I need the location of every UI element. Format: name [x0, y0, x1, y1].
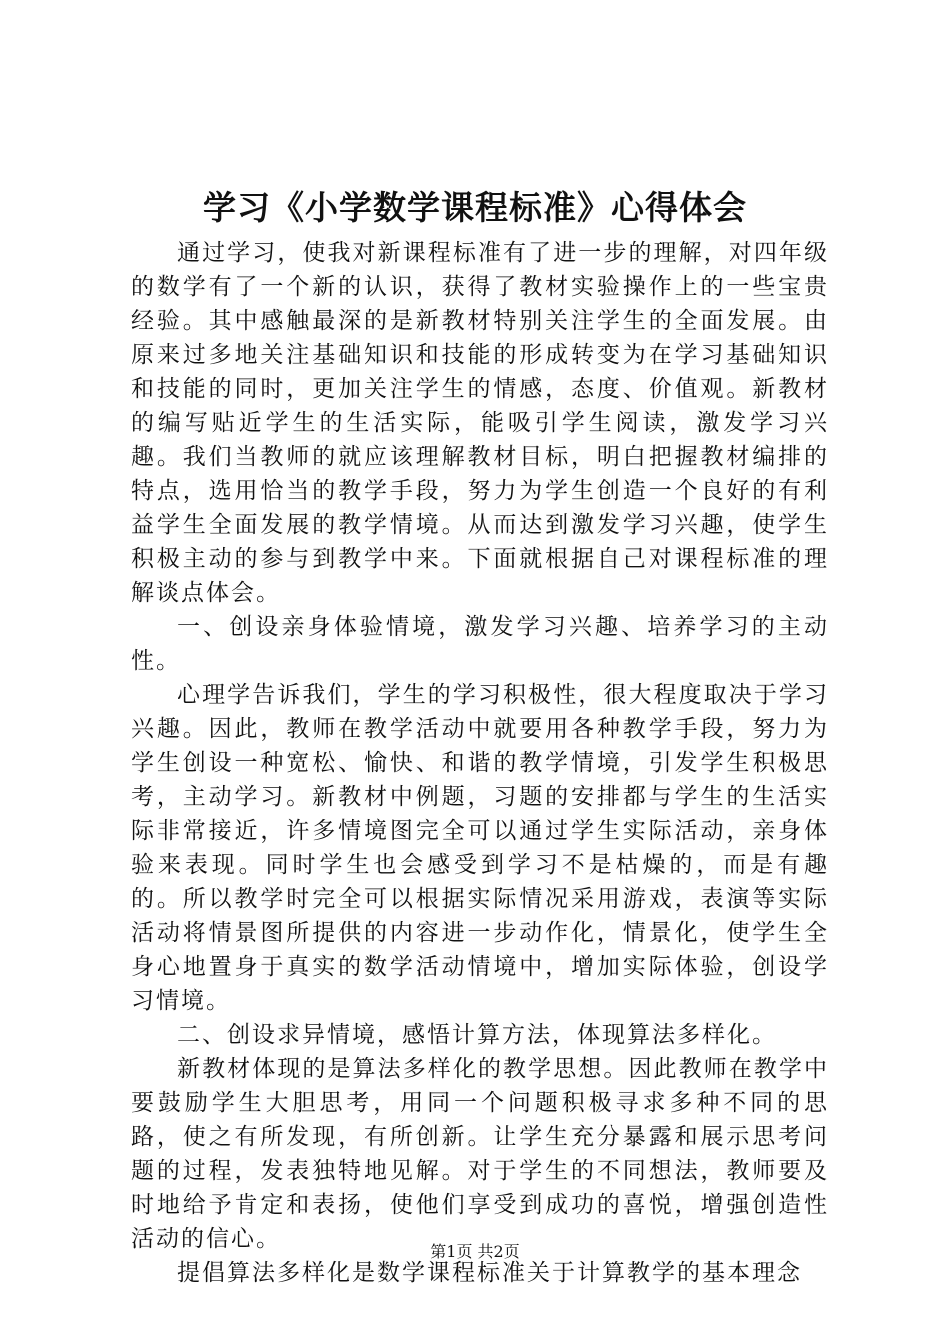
- paragraph-intro: 通过学习，使我对新课程标准有了进一步的理解，对四年级的数学有了一个新的认识，获得了教材实验操作上的一些宝贵经验。其中感触最深的是新教材特别关注学生的全面发展。由原来过多地关注基础知识和技能的形成转变为在学习基础知识和技能的同时，更加关注学生的情感，态度、价值观。新教材的编写贴近学生的生活实际，能吸引学生阅读，激发学习兴趣。我们当教师的就应该理解教材目标，明白把握教材编排的特点，选用恰当的教学手段，努力为学生创造一个良好的有利益学生全面发展的教学情境。从而达到激发学习兴趣，使学生积极主动的参与到教学中来。下面就根据自己对课程标准的理解谈点体会。: [131, 240, 829, 606]
- paragraph-continuation: 提倡算法多样化是数学课程标准关于计算教学的基本理念: [177, 1260, 802, 1286]
- document-title: 学习《小学数学课程标准》心得体会: [203, 188, 747, 227]
- paragraph-section-1: 心理学告诉我们，学生的学习积极性，很大程度取决于学习兴趣。因此，教师在教学活动中就要用各种教学手段，努力为学生创设一种宽松、愉快、和谐的教学情境，引发学生积极思考，主动学习。新教材中例题，习题的安排都与学生的生活实际非常接近，许多情境图完全可以通过学生实际活动，亲身体验来表现。同时学生也会感受到学习不是枯燥的，而是有趣的。所以教学时完全可以根据实际情况采用游戏，表演等实际活动将情景图所提供的内容进一步动作化，情景化，使学生全身心地置身于真实的数学活动情境中，增加实际体验，创设学习情境。: [131, 682, 829, 1014]
- heading-section-2: 二、创设求异情境，感悟计算方法，体现算法多样化。: [177, 1022, 777, 1048]
- document-body: [131, 236, 829, 1290]
- heading-section-1: 一、创设亲身体验情境，激发学习兴趣、培养学习的主动性。: [131, 614, 829, 674]
- page-number-footer: 第1页 共2页: [430, 1242, 520, 1261]
- paragraph-section-2: 新教材体现的是算法多样化的教学思想。因此教师在教学中要鼓励学生大胆思考，用同一个问题积极寻求多种不同的思路，使之有所发现，有所创新。让学生充分暴露和展示思考问题的过程，发表独特地见解。对于学生的不同想法，教师要及时地给予肯定和表扬，使他们享受到成功的喜悦，增强创造性活动的信心。: [131, 1056, 829, 1252]
